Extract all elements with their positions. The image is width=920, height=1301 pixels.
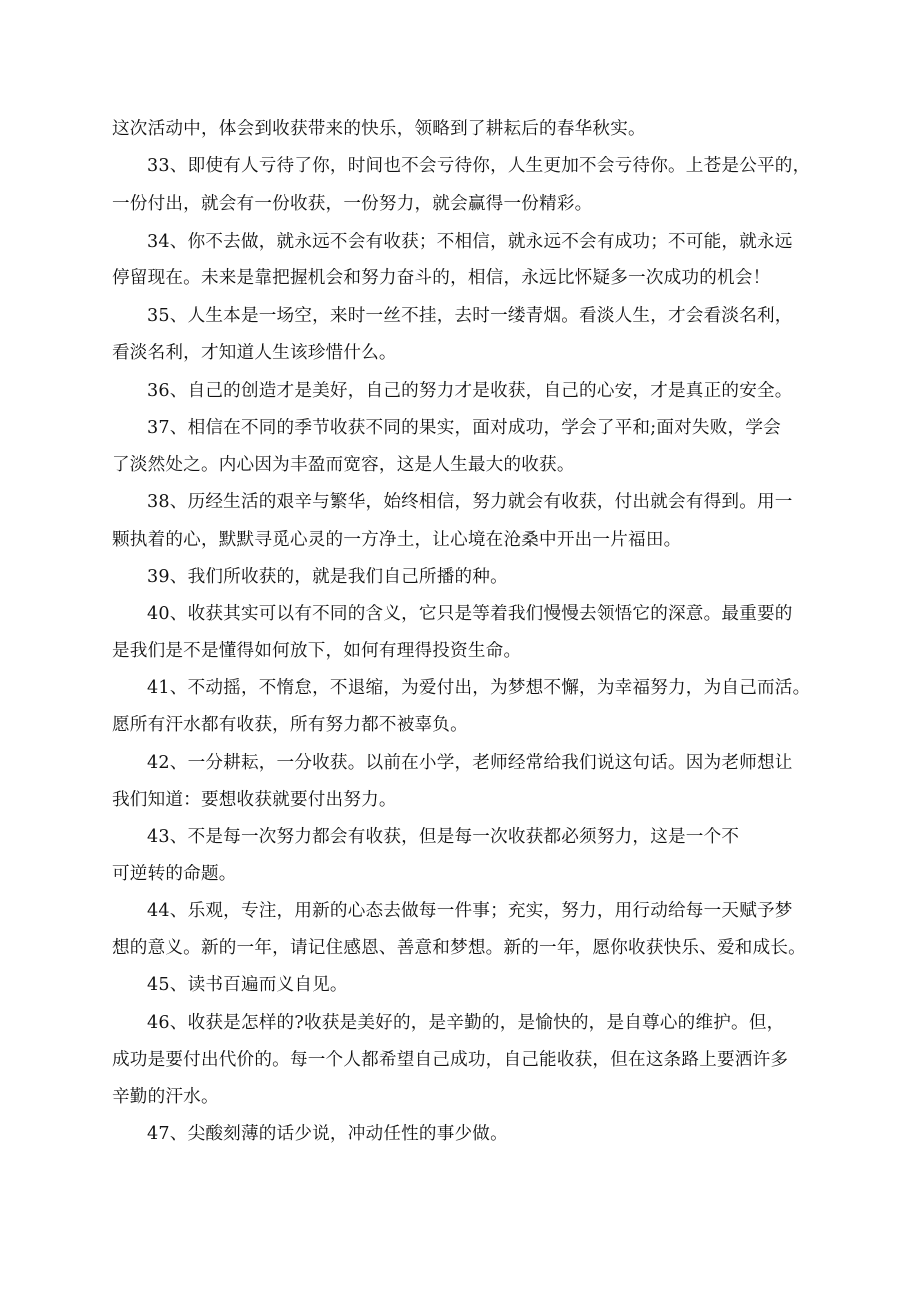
text-line: 43、不是每一次努力都会有收获，但是每一次收获都必须努力，这是一个不 [147,827,740,847]
text-line: 38、历经生活的艰辛与繁华，始终相信，努力就会有收获，付出就会有得到。用一 [147,492,793,512]
text-line: 36、自己的创造才是美好，自己的努力才是收获，自己的心安，才是真正的安全。 [147,381,793,401]
text-line: 辛勤的汗水。 [112,1087,219,1107]
text-line: 我们知道：要想收获就要付出努力。 [112,790,397,810]
text-line: 想的意义。新的一年，请记住感恩、善意和梦想。新的一年，愿你收获快乐、爱和成长。 [112,938,806,958]
text-line: 成功是要付出代价的。每一个人都希望自己成功，自己能收获，但在这条路上要洒许多 [112,1050,789,1070]
text-line: 35、人生本是一场空，来时一丝不挂，去时一缕青烟。看淡人生，才会看淡名利， [147,306,793,326]
text-line: 33、即使有人亏待了你，时间也不会亏待你，人生更加不会亏待你。上苍是公平的， [147,156,811,176]
text-line: 47、尖酸刻薄的话少说，冲动任性的事少做。 [147,1124,508,1144]
text-line: 可逆转的命题。 [112,864,237,884]
text-line: 看淡名利，才知道人生该珍惜什么。 [112,343,397,363]
text-line: 40、收获其实可以有不同的含义，它只是等着我们慢慢去领悟它的深意。最重要的 [147,604,793,624]
text-line: 46、收获是怎样的?收获是美好的，是辛勤的，是愉快的，是自尊心的维护。但， [147,1013,785,1033]
text-line: 一份付出，就会有一份收获，一份努力，就会赢得一份精彩。 [112,194,593,214]
text-line: 41、不动摇，不惰怠，不退缩，为爱付出，为梦想不懈，为幸福努力，为自己而活。 [147,678,811,698]
text-line: 停留现在。未来是靠把握机会和努力奋斗的，相信，永远比怀疑多一次成功的机会！ [112,268,771,288]
text-line: 37、相信在不同的季节收获不同的果实，面对成功，学会了平和;面对失败，学会 [147,418,781,438]
text-line: 了淡然处之。内心因为丰盈而宽容，这是人生最大的收获。 [112,455,575,475]
text-line: 这次活动中，体会到收获带来的快乐，领略到了耕耘后的春华秋实。 [112,119,646,139]
text-line: 44、乐观，专注，用新的心态去做每一件事；充实，努力，用行动给每一天赋予梦 [147,901,793,921]
text-line: 42、一分耕耘，一分收获。以前在小学，老师经常给我们说这句话。因为老师想让 [147,753,793,773]
text-line: 39、我们所收获的，就是我们自己所播的种。 [147,567,508,587]
text-line: 愿所有汗水都有收获，所有努力都不被辜负。 [112,715,468,735]
text-line: 颗执着的心，默默寻觅心灵的一方净土，让心境在沧桑中开出一片福田。 [112,530,682,550]
text-line: 34、你不去做，就永远不会有收获；不相信，就永远不会有成功；不可能，就永远 [147,232,793,252]
text-line: 45、读书百遍而义自见。 [147,975,348,995]
text-line: 是我们是不是懂得如何放下，如何有理得投资生命。 [112,641,522,661]
